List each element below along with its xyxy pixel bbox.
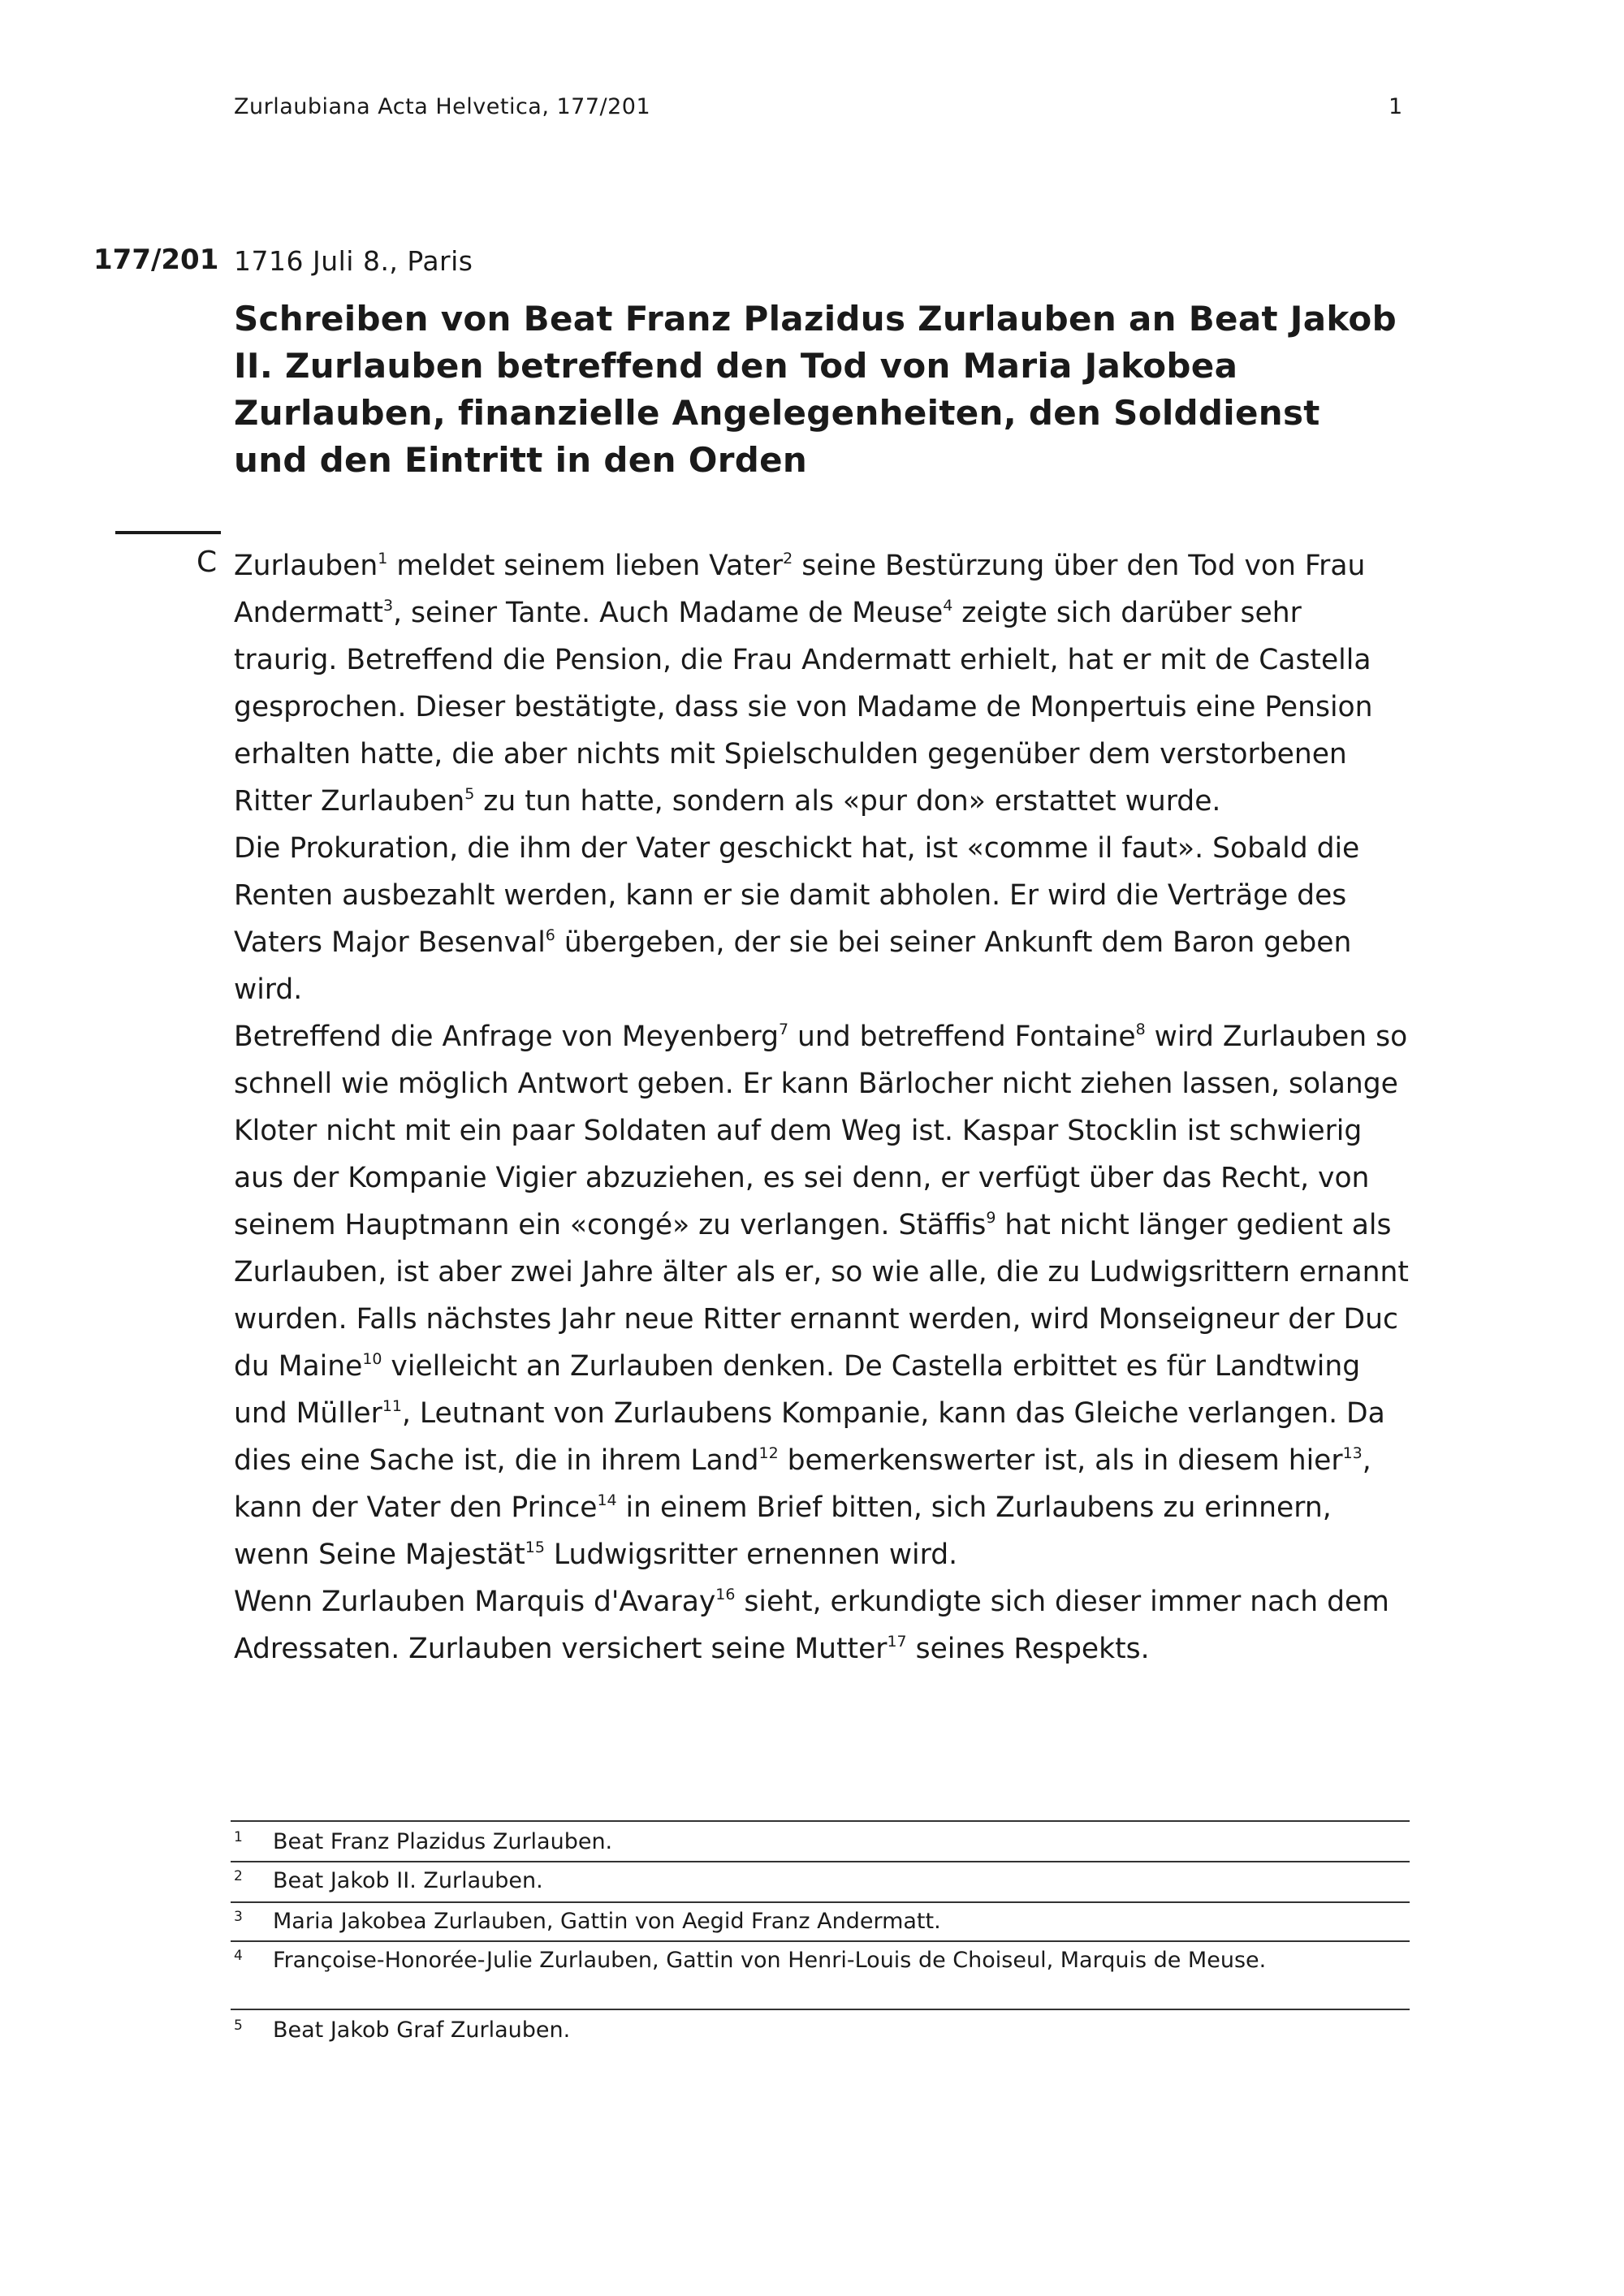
footnote-ref[interactable]: 14 [597, 1491, 617, 1509]
footnote-ref[interactable]: 2 [783, 549, 793, 568]
text-run: Betreffend die Anfrage von Meyenberg [234, 1021, 779, 1053]
footnote-ref[interactable]: 4 [943, 596, 953, 615]
footnote-text: Beat Jakob II. Zurlauben. [273, 1868, 543, 1893]
footnote-divider [231, 1861, 1410, 1862]
footnote-number: 1 [234, 1829, 243, 1845]
text-run: übergeben, der sie bei seiner Ankunft dem Baron geben wird. [234, 926, 1352, 1006]
summary-paragraph [234, 1013, 1411, 1578]
footnote-ref[interactable]: 8 [1135, 1020, 1146, 1038]
footnote-ref[interactable]: 11 [382, 1396, 402, 1415]
document-number: 177/201 [93, 244, 219, 276]
text-run: hat nicht länger gedient als Zurlauben, ist aber zwei Jahre älter als er, so wie alle, die zu Ludwigsrittern ernannt wurden. Falls nächstes Jahr neue Ritter ernannt werden, wird Monseigneur der Duc du Maine [234, 1209, 1409, 1383]
footnote-number: 4 [234, 1948, 243, 1964]
footnote-text: Beat Jakob Graf Zurlauben. [273, 2018, 571, 2043]
summary-text [234, 542, 1411, 1672]
footnote-ref[interactable]: 17 [887, 1632, 907, 1651]
text-run: bemerkenswerter ist, als in diesem hier [778, 1444, 1343, 1477]
footnote-number: 5 [234, 2018, 243, 2034]
text-run: vielleicht an Zurlauben denken. De Castella erbittet es für Landtwing und Müller [234, 1350, 1361, 1430]
summary-paragraph [234, 1578, 1411, 1672]
text-run: Die Prokuration, die ihm der Vater geschickt hat, ist «comme il faut». Sobald die Renten ausbezahlt werden, kann er sie damit abholen. Er wird die Verträge des Vaters Major Besenval [234, 832, 1360, 959]
footnote-ref[interactable]: 1 [378, 549, 388, 568]
margin-rule [115, 531, 221, 534]
footnote-ref[interactable]: 5 [464, 784, 475, 803]
text-run: seines Respekts. [906, 1633, 1150, 1665]
document-date-place: 1716 Juli 8., Paris [234, 245, 473, 277]
text-run: , Leutnant von Zurlaubens Kompanie, kann das Gleiche verlangen. Da dies eine Sache ist, die in ihrem Land [234, 1397, 1385, 1477]
text-run: sieht, erkundigte sich dieser immer nach dem Adressaten. Zurlauben versichert seine Mutter [234, 1586, 1389, 1665]
footnote-text: Maria Jakobea Zurlauben, Gattin von Aegid Franz Andermatt. [273, 1909, 941, 1934]
footnote-divider [231, 1820, 1410, 1822]
text-run: Zurlauben [234, 550, 378, 582]
text-run: Wenn Zurlauben Marquis d'Avaray [234, 1586, 716, 1618]
page-number: 1 [1389, 94, 1403, 119]
text-run: und betreffend Fontaine [788, 1021, 1136, 1053]
footnote-ref[interactable]: 6 [545, 926, 555, 944]
running-title: Zurlaubiana Acta Helvetica, 177/201 [234, 94, 651, 119]
footnote-ref[interactable]: 16 [715, 1585, 736, 1603]
footnote-ref[interactable]: 15 [525, 1538, 545, 1556]
text-run: meldet seinem lieben Vater [387, 550, 784, 582]
footnote-number: 2 [234, 1868, 243, 1884]
text-run: in einem Brief bitten, sich Zurlaubens zu erinnern, wenn Seine Majestät [234, 1491, 1332, 1571]
text-run: , kann der Vater den Prince [234, 1444, 1371, 1524]
footnote-ref[interactable]: 3 [382, 596, 394, 615]
document-title: Schreiben von Beat Franz Plazidus Zurlauben an Beat Jakob II. Zurlauben betreffend den Tod von Maria Jakobea Zurlauben, finanzielle Angelegenheiten, den Solddienst und den Eintritt in den Orden [234, 299, 1397, 480]
footnote-ref[interactable]: 13 [1342, 1444, 1363, 1462]
footnote-ref[interactable]: 12 [758, 1444, 779, 1462]
footnote-ref[interactable]: 10 [362, 1349, 382, 1368]
footnote-divider [231, 1901, 1410, 1903]
margin-letter: C [197, 546, 218, 579]
footnote-divider [231, 1940, 1410, 1942]
footnote-ref[interactable]: 9 [986, 1208, 996, 1227]
footnote-text: Françoise-Honorée-Julie Zurlauben, Gattin von Henri-Louis de Choiseul, Marquis de Meuse. [273, 1948, 1267, 1973]
text-run: zu tun hatte, sondern als «pur don» erstattet wurde. [474, 785, 1221, 818]
summary-paragraph [234, 825, 1411, 1013]
text-run: seine Bestürzung über den Tod von Frau Andermatt [234, 550, 1366, 629]
text-run: , seiner Tante. Auch Madame de Meuse [393, 597, 944, 629]
footnote-text: Beat Franz Plazidus Zurlauben. [273, 1829, 613, 1854]
footnote-number: 3 [234, 1909, 243, 1925]
footnote-ref[interactable]: 7 [778, 1020, 789, 1038]
footnote-divider [231, 2009, 1410, 2010]
text-run: zeigte sich darüber sehr traurig. Betreffend die Pension, die Frau Andermatt erhielt, hat er mit de Castella gesprochen. Dieser bestätigte, dass sie von Madame de Monpertuis eine Pension erhalten hatte, die aber nichts mit Spielschulden gegenüber dem verstorbenen Ritter Zurlauben [234, 597, 1373, 818]
text-run: Ludwigsritter ernennen wird. [544, 1539, 958, 1571]
summary-paragraph [234, 542, 1411, 825]
text-run: wird Zurlauben so schnell wie möglich Antwort geben. Er kann Bärlocher nicht ziehen lassen, solange Kloter nicht mit ein paar Soldaten auf dem Weg ist. Kaspar Stocklin ist schwierig aus der Kompanie Vigier abzuziehen, es sei denn, er verfügt über das Recht, von seinem Hauptmann ein «congé» zu verlangen. Stäffis [234, 1021, 1408, 1241]
